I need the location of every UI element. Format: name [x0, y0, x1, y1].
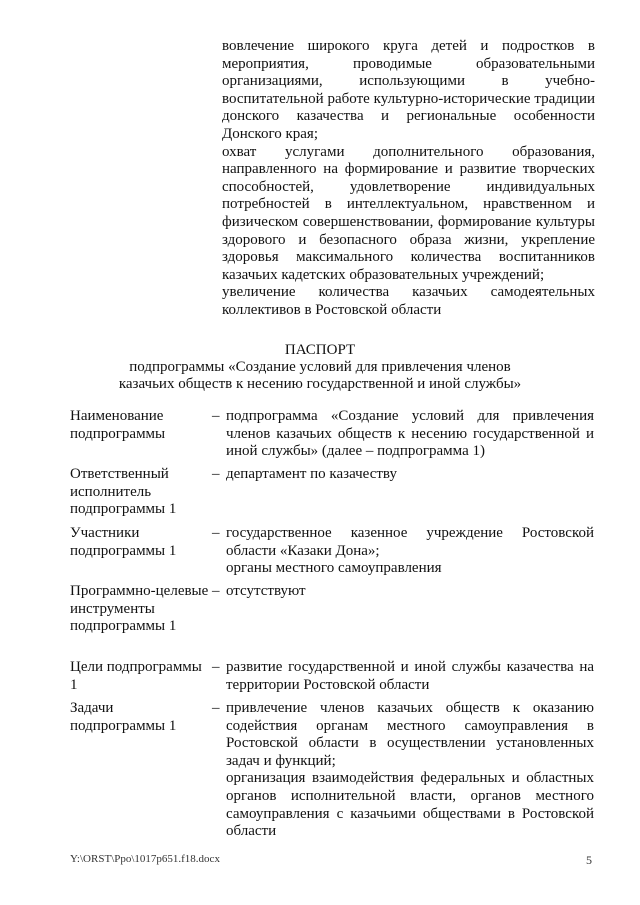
intro-paragraph-1: вовлечение широкого круга детей и подростков в мероприятия, проводимые образовательными организациями, использующими в учебно-воспитательной работе культурно-исторические традиции донского казачества и региональные особенности Донского края;: [222, 38, 595, 142]
row-dash: –: [212, 408, 220, 424]
row-label: Программно-целевые инструменты подпрограммы 1: [70, 583, 209, 635]
row-value-line: привлечение членов казачьих обществ к оказанию содействия органам местного самоуправления в Ростовской области в осуществлении установленных задач и функций;: [226, 700, 594, 769]
row-value: [226, 466, 594, 484]
row-label: Цели подпрограммы 1: [70, 659, 202, 693]
row-value-line: развитие государственной и иной службы казачества на территории Ростовской области: [226, 659, 594, 693]
row-value-line: государственное казенное учреждение Ростовской области «Казаки Дона»;: [226, 525, 594, 559]
row-value: [226, 700, 594, 841]
row-value-line: подпрограмма «Создание условий для привлечения членов казачьих обществ к несению государственной и иной службы» (далее – подпрограмма 1): [226, 408, 594, 460]
row-dash: –: [212, 583, 220, 599]
row-value: [226, 408, 594, 461]
row-value-line: органы местного самоуправления: [226, 560, 442, 577]
row-dash: –: [212, 466, 220, 482]
intro-paragraph-2: охват услугами дополнительного образования, направленного на формирование и развитие творческих способностей, удовлетворение индивидуальных потребностей в интеллектуальном, нравственном и физическом совершенствовании, формирование культуры здорового и безопасного образа жизни, укрепление здоровья максимального количества воспитанников казачьих кадетских образовательных учреждений;: [222, 143, 595, 283]
row-value: [226, 659, 594, 694]
row-dash: –: [212, 525, 220, 541]
row-label: Наименование подпрограммы: [70, 408, 166, 442]
passport-subtitle-line-2: казачьих обществ к несению государственной и иной службы»: [118, 376, 522, 392]
row-dash: –: [212, 659, 220, 675]
intro-paragraph-3: увеличение количества казачьих самодеятельных коллективов в Ростовской области: [222, 284, 595, 318]
passport-subtitle-line-1: подпрограммы «Создание условий для привлечения членов: [129, 359, 511, 375]
intro-list: [222, 38, 595, 320]
footer-file-path: Y:\ORST\Ppo\1017p651.f18.docx: [70, 853, 220, 865]
row-dash: –: [212, 700, 220, 716]
passport-title: ПАСПОРТ: [284, 342, 356, 358]
footer-page-number: 5: [586, 853, 592, 867]
row-value: [226, 525, 594, 578]
row-value: [226, 583, 594, 601]
row-label: Задачи подпрограммы 1: [70, 700, 177, 734]
row-value-line: департамент по казачеству: [226, 466, 397, 482]
row-label: Ответственный исполнитель подпрограммы 1: [70, 466, 177, 518]
row-value-line: организация взаимодействия федеральных и областных органов исполнительной власти, органов местного самоуправления с казачьими обществами в Ростовской области: [226, 770, 594, 840]
row-value-line: отсутствуют: [226, 583, 306, 599]
row-label: Участники подпрограммы 1: [70, 525, 177, 559]
